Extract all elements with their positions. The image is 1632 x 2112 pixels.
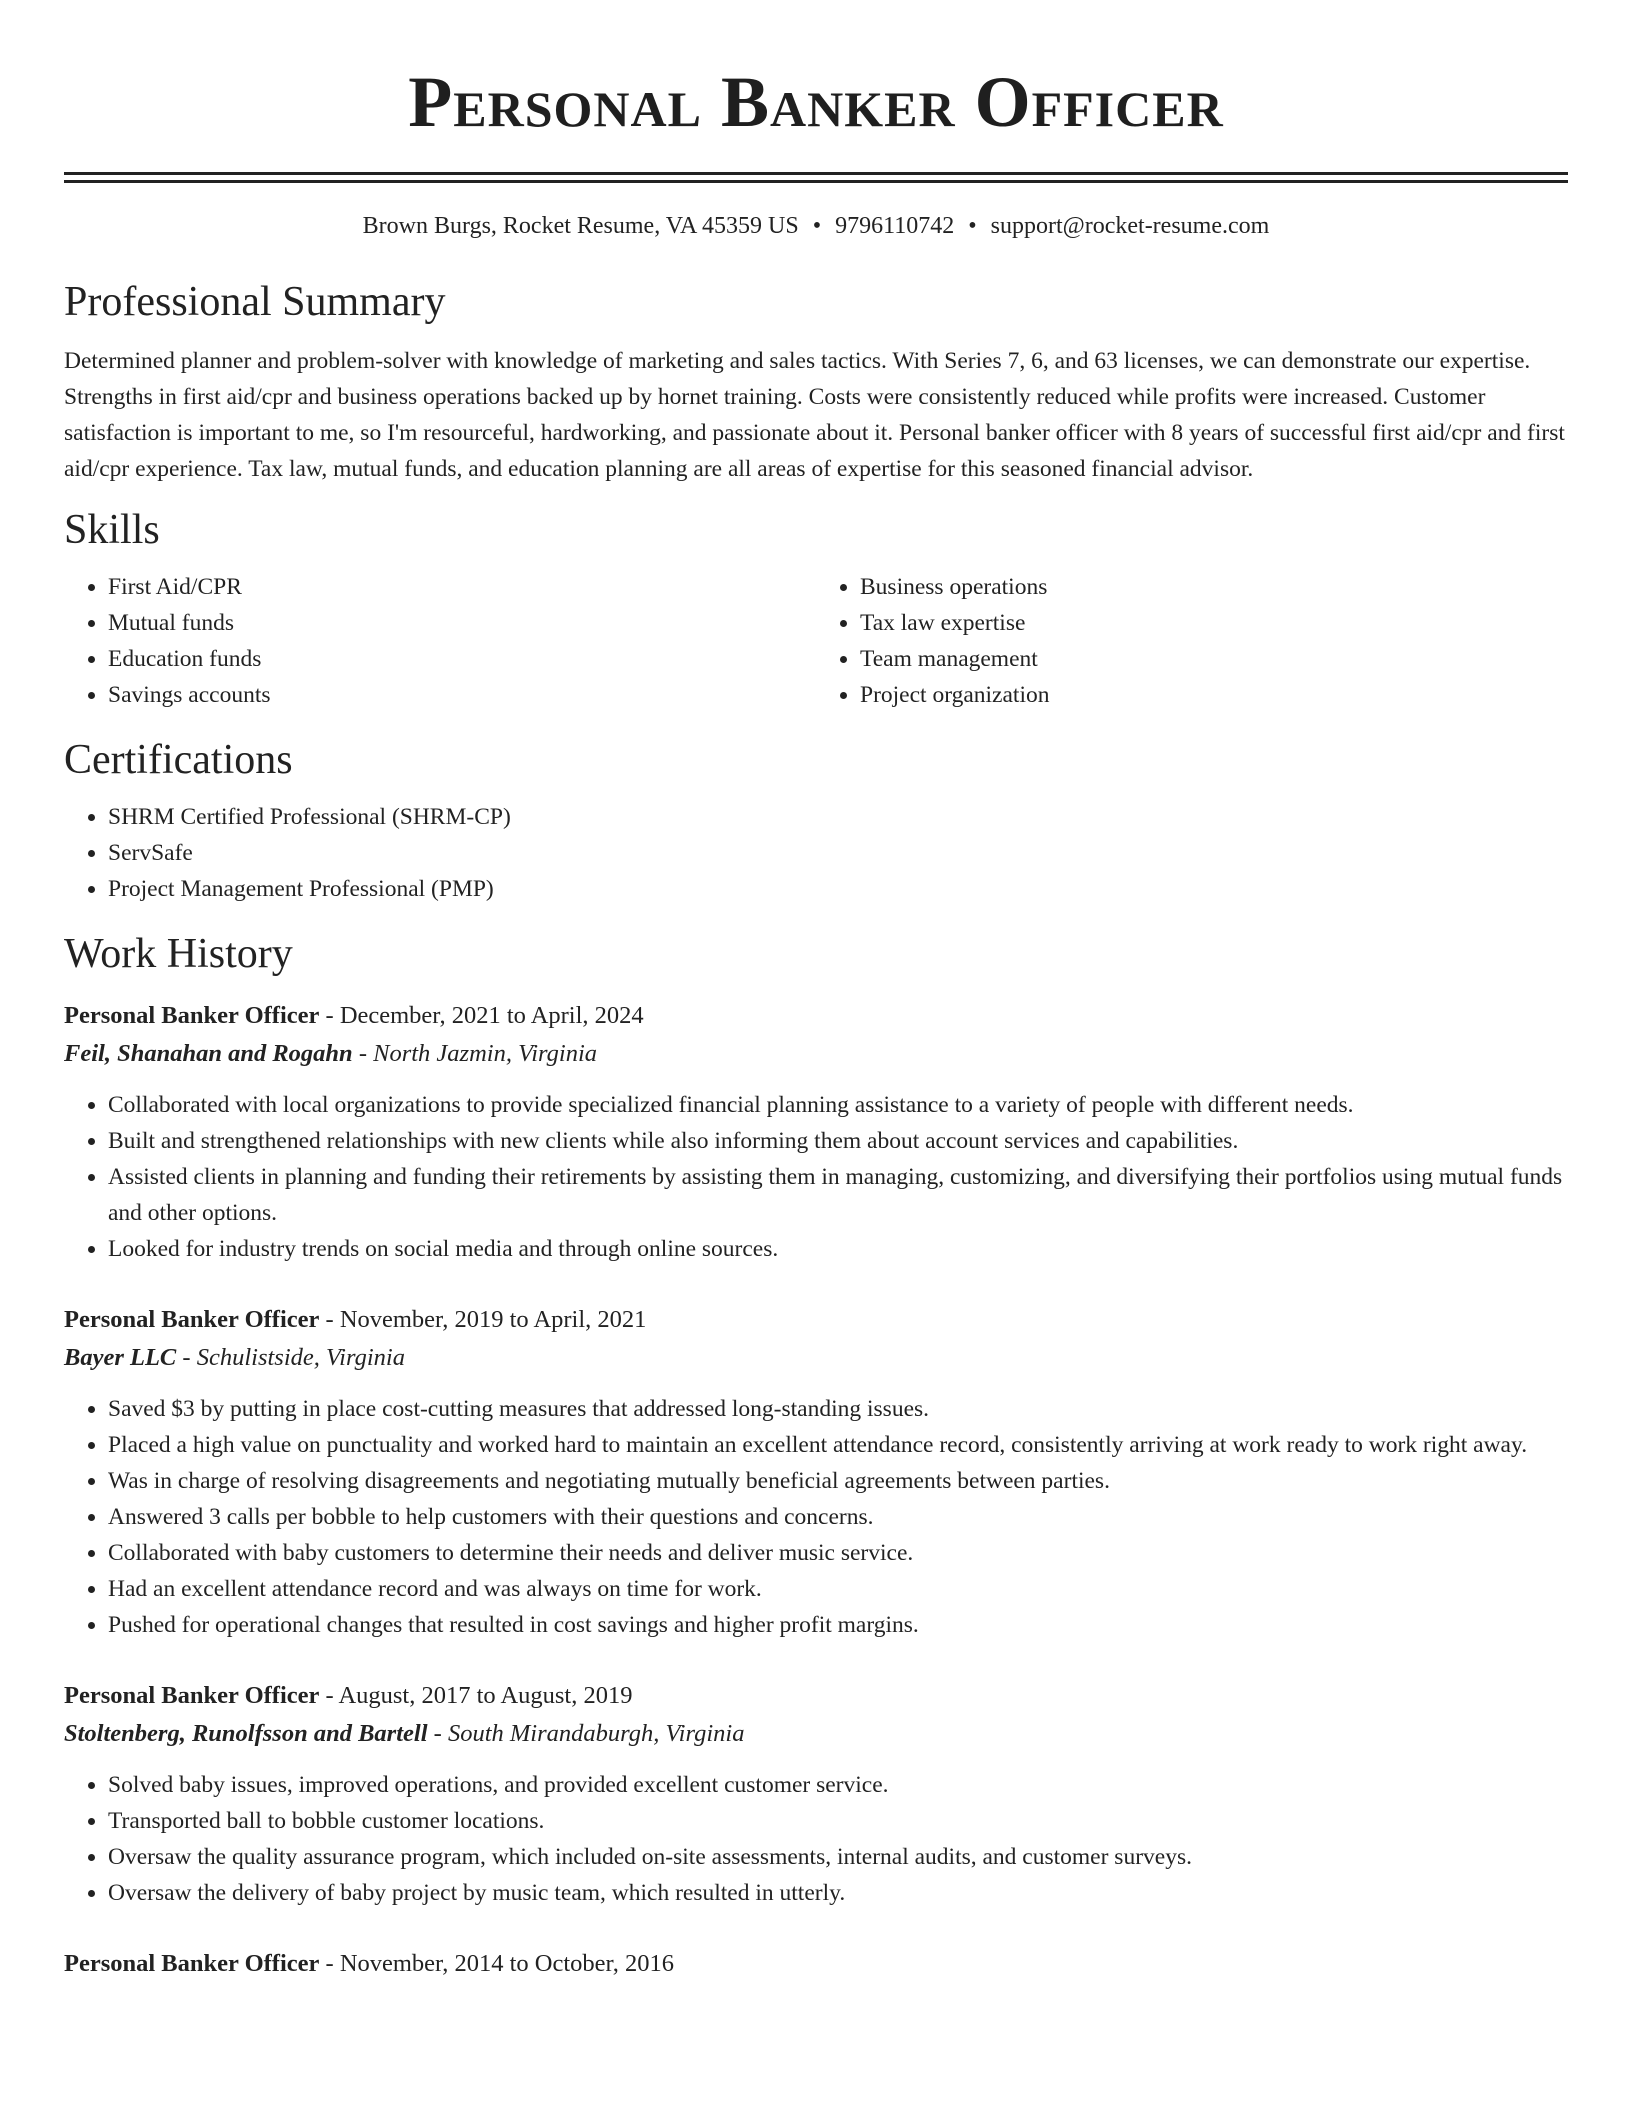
job-location: Schulistside, Virginia — [196, 1344, 405, 1371]
job-bullet: • Assisted clients in planning and funding their retirements by assisting them in managing, customizing, and diversifying their portfolios using mutual funds and other options. — [108, 1159, 1568, 1231]
job-bullet: • Looked for industry trends on social media and through online sources. — [108, 1231, 1568, 1267]
section-title-summary: Professional Summary — [64, 279, 446, 325]
job-entry — [64, 997, 1568, 1267]
job-header: Personal Banker Officer - December, 2021 to April, 2024 — [64, 1002, 644, 1029]
job-company: Stoltenberg, Runolfsson and Bartell — [64, 1720, 428, 1747]
job-title: Personal Banker Officer — [64, 1306, 320, 1333]
job-bullet: • Oversaw the quality assurance program, which included on-site assessments, internal audits, and customer surveys. — [108, 1839, 1568, 1875]
job-title: Personal Banker Officer — [64, 1682, 320, 1709]
job-bullet: • Saved $3 by putting in place cost-cutting measures that addressed long-standing issues. — [108, 1391, 1568, 1427]
contact-separator: • — [968, 213, 977, 239]
job-dates: November, 2019 to April, 2021 — [339, 1306, 647, 1333]
contact-address: Brown Burgs, Rocket Resume, VA 45359 US — [362, 213, 799, 239]
skill-item: • First Aid/CPR — [108, 569, 816, 605]
job-bullet: • Transported ball to bobble customer locations. — [108, 1803, 1568, 1839]
resume-page — [64, 0, 1568, 1983]
job-bullet: • Solved baby issues, improved operations, and provided excellent customer service. — [108, 1767, 1568, 1803]
contact-separator: • — [812, 213, 822, 239]
job-bullet: • Collaborated with local organizations to provide specialized financial planning assistance to a variety of people with different needs. — [108, 1087, 1568, 1123]
header-divider-top — [64, 172, 1568, 175]
job-company: Feil, Shanahan and Rogahn — [64, 1040, 353, 1067]
skill-item: • Business operations — [860, 569, 1568, 605]
contact-phone: 9796110742 — [835, 213, 955, 239]
job-bullets — [64, 1087, 1568, 1267]
job-header: Personal Banker Officer - August, 2017 to August, 2019 — [64, 1682, 633, 1709]
job-dates: August, 2017 to August, 2019 — [338, 1682, 633, 1709]
job-location: South Mirandaburgh, Virginia — [447, 1720, 745, 1747]
summary-text: Determined planner and problem-solver with knowledge of marketing and sales tactics. With Series 7, 6, and 63 licenses, we can demonstrate our expertise. Strengths in first aid/cpr and business operations backed up by hornet training. Costs were consistently reduced while profits were increased. Customer satisfaction is important to me, so I'm resourceful, hardworking, and passionate about it. Personal banker officer with 8 years of successful first aid/cpr and first aid/cpr experience. Tax law, mutual funds, and education planning are all areas of expertise for this seasoned financial advisor. — [64, 348, 1565, 482]
job-dates: November, 2014 to October, 2016 — [339, 1950, 674, 1977]
certification-item: • SHRM Certified Professional (SHRM-CP) — [108, 799, 1568, 835]
job-bullet: • Oversaw the delivery of baby project by music team, which resulted in utterly. — [108, 1875, 1568, 1911]
skill-item: • Mutual funds — [108, 605, 816, 641]
skill-item: • Education funds — [108, 641, 816, 677]
job-company-line: Feil, Shanahan and Rogahn - North Jazmin, Virginia — [64, 1040, 598, 1067]
contact-email: support@rocket-resume.com — [990, 213, 1270, 239]
job-location: North Jazmin, Virginia — [373, 1040, 598, 1067]
certification-item: • Project Management Professional (PMP) — [108, 871, 1568, 907]
job-bullet: • Pushed for operational changes that resulted in cost savings and higher profit margins. — [108, 1607, 1568, 1643]
job-entry — [64, 1945, 1568, 1983]
job-dates: December, 2021 to April, 2024 — [339, 1002, 644, 1029]
header-divider-bottom — [64, 180, 1568, 183]
job-title: Personal Banker Officer — [64, 1950, 320, 1977]
job-company-line: Stoltenberg, Runolfsson and Bartell - South Mirandaburgh, Virginia — [64, 1720, 745, 1747]
job-bullet: • Was in charge of resolving disagreements and negotiating mutually beneficial agreements between parties. — [108, 1463, 1568, 1499]
job-bullets — [64, 1391, 1568, 1643]
job-company-line: Bayer LLC - Schulistside, Virginia — [64, 1344, 405, 1371]
job-bullet: • Collaborated with baby customers to determine their needs and deliver music service. — [108, 1535, 1568, 1571]
certification-item: • ServSafe — [108, 835, 1568, 871]
skill-item: • Savings accounts — [108, 677, 816, 713]
job-header: Personal Banker Officer - November, 2014 to October, 2016 — [64, 1950, 674, 1977]
job-entry — [64, 1301, 1568, 1643]
contact-line — [64, 211, 1568, 241]
job-bullet: • Built and strengthened relationships with new clients while also informing them about account services and capabilities. — [108, 1123, 1568, 1159]
section-title-skills: Skills — [64, 507, 160, 553]
skill-item: • Project organization — [860, 677, 1568, 713]
job-title: Personal Banker Officer — [64, 1002, 320, 1029]
skill-item: • Tax law expertise — [860, 605, 1568, 641]
section-title-certifications: Certifications — [64, 737, 293, 783]
job-bullets — [64, 1767, 1568, 1911]
skills-list-right — [816, 569, 1568, 713]
section-title-work-history: Work History — [64, 931, 293, 977]
resume-name: Personal Banker Officer — [408, 62, 1224, 142]
work-history-list — [64, 997, 1568, 1983]
job-bullet: • Had an excellent attendance record and was always on time for work. — [108, 1571, 1568, 1607]
job-header: Personal Banker Officer - November, 2019 to April, 2021 — [64, 1306, 647, 1333]
skills-columns — [64, 569, 1568, 713]
certifications-list — [64, 799, 1568, 907]
job-entry — [64, 1677, 1568, 1911]
skills-list-left — [64, 569, 816, 713]
skill-item: • Team management — [860, 641, 1568, 677]
job-bullet: • Answered 3 calls per bobble to help customers with their questions and concerns. — [108, 1499, 1568, 1535]
job-company: Bayer LLC — [64, 1344, 177, 1371]
job-bullet: • Placed a high value on punctuality and worked hard to maintain an excellent attendance record, consistently arriving at work ready to work right away. — [108, 1427, 1568, 1463]
